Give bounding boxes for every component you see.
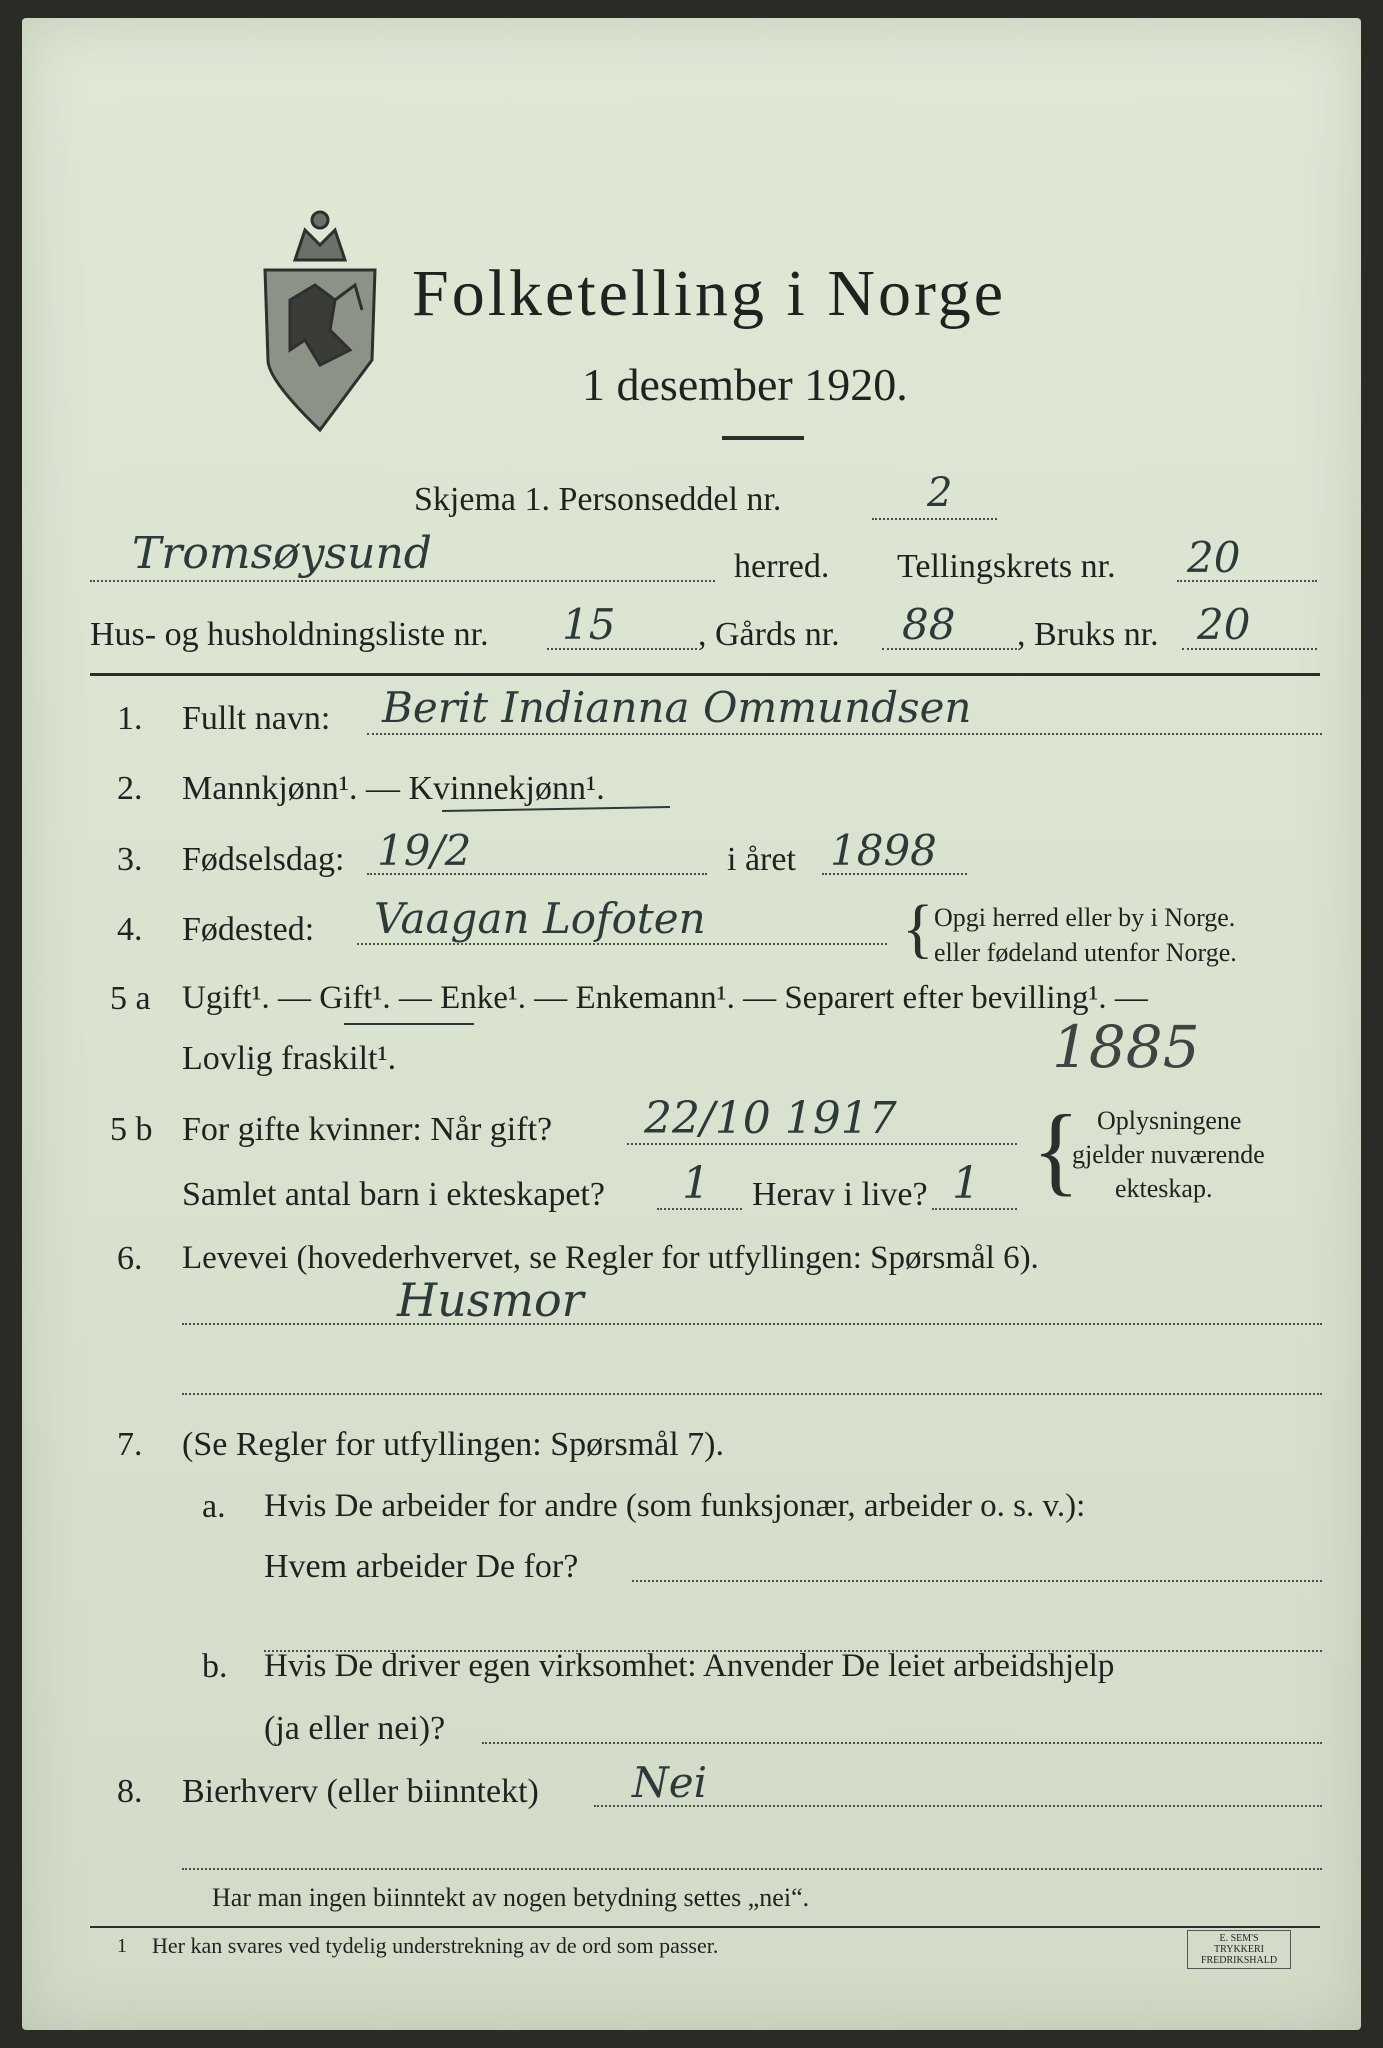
skjema-label: Skjema 1. Personseddel nr. [414,481,782,518]
q4-note-2: eller fødeland utenfor Norge. [934,938,1237,967]
q8-label: Bierhverv (eller biinntekt) [182,1773,539,1810]
q5a-text2: Lovlig fraskilt¹. [182,1040,397,1077]
q1-label: Fullt navn: [182,700,331,737]
q2-text: Mannkjønn¹. — Kvinnekjønn¹. [182,770,605,807]
herred-value: Tromsøysund [132,528,432,579]
tellingskrets-value: 20 [1187,533,1241,582]
q7b-line [482,1742,1322,1744]
q1-value: Berit Indianna Ommundsen [382,683,972,732]
q7a-number: a. [202,1488,226,1525]
printer-stamp: E. SEM'S TRYKKERI FREDRIKSHALD [1187,1930,1291,1969]
q8-number: 8. [117,1773,143,1810]
herred-line [90,580,715,582]
footnote-mark: 1 [117,1935,127,1957]
q5b-alive-value: 1 [952,1158,980,1209]
q5b-note-2: gjelder nuværende [1072,1140,1265,1169]
q1-line [367,733,1322,735]
q3-year-value: 1898 [830,826,937,875]
q3-year-label: i året [727,841,796,878]
q7b-label: (ja eller nei)? [264,1710,446,1747]
q7-label: (Se Regler for utfyllingen: Spørsmål 7). [182,1426,725,1463]
q5b-number: 5 b [110,1111,153,1148]
footer-note: Har man ingen biinntekt av nogen betydning settes „nei“. [212,1883,810,1912]
q7a-label: Hvem arbeider De for? [264,1548,579,1585]
title-divider [722,436,804,440]
coat-of-arms-icon [250,190,390,440]
q4-label: Fødested: [182,911,315,948]
q4-note-1: Opgi herred eller by i Norge. [934,903,1236,932]
bruks-value: 20 [1197,600,1251,649]
q6-line-1 [182,1323,1322,1325]
q7b-number: b. [202,1648,228,1685]
q8-line-2 [182,1868,1322,1870]
q7-number: 7. [117,1426,143,1463]
q5b-note-1: Oplysningene [1097,1106,1242,1135]
q5a-underline [344,1023,474,1025]
skjema-value: 2 [927,470,953,516]
q4-number: 4. [117,911,143,948]
q4-value: Vaagan Lofoten [374,894,706,943]
q7a-text: Hvis De arbeider for andre (som funksjonær, arbeider o. s. v.): [264,1488,1086,1524]
q3-label: Fødselsdag: [182,841,345,878]
q5b-brace: { [1032,1094,1080,1205]
q6-number: 6. [117,1240,143,1277]
hus-value: 15 [562,600,616,649]
footnote-text: Her kan svares ved tydelig understrekning av de ord som passer. [152,1933,719,1958]
bruks-label: , Bruks nr. [1017,616,1159,653]
q6-label: Levevei (hovederhvervet, se Regler for utfyllingen: Spørsmål 6). [182,1240,1039,1276]
gards-label: , Gårds nr. [698,616,840,653]
q3-number: 3. [117,841,143,878]
q5b-note-3: ekteskap. [1115,1174,1213,1203]
q5b-children-label: Samlet antal barn i ekteskapet? [182,1176,605,1213]
q4-brace: { [902,892,934,965]
q8-value: Nei [632,1758,708,1807]
tellingskrets-label: Tellingskrets nr. [897,548,1116,585]
header-rule [90,673,1320,676]
census-form [22,18,1361,2030]
skjema-line [872,518,997,520]
gards-value: 88 [902,600,956,649]
q4-line [357,943,887,945]
q5a-text: Ugift¹. — Gift¹. — Enke¹. — Enkemann¹. — Separert efter bevilling¹. — [182,980,1148,1016]
q3-value: 19/2 [377,826,472,875]
q1-number: 1. [117,700,143,737]
q5b-children-value: 1 [682,1158,710,1209]
footer-rule [90,1926,1320,1928]
q5b-label: For gifte kvinner: Når gift? [182,1111,553,1148]
q5b-value: 22/10 1917 [644,1093,897,1144]
q6-value: Husmor [397,1273,584,1327]
q5a-number: 5 a [110,980,151,1017]
q7a-line-1 [632,1580,1322,1582]
hus-label: Hus- og husholdningsliste nr. [90,616,489,653]
herred-label: herred. [734,548,830,585]
q5b-alive-label: Herav i live? [752,1176,928,1213]
form-title: Folketelling i Norge [412,257,1007,330]
q6-line-2 [182,1393,1322,1395]
q2-number: 2. [117,770,143,807]
form-date: 1 desember 1920. [582,359,908,410]
q7b-text: Hvis De driver egen virksomhet: Anvender De leiet arbeidshjelp [264,1648,1115,1684]
q5a-handwritten-note: 1885 [1052,1013,1200,1081]
